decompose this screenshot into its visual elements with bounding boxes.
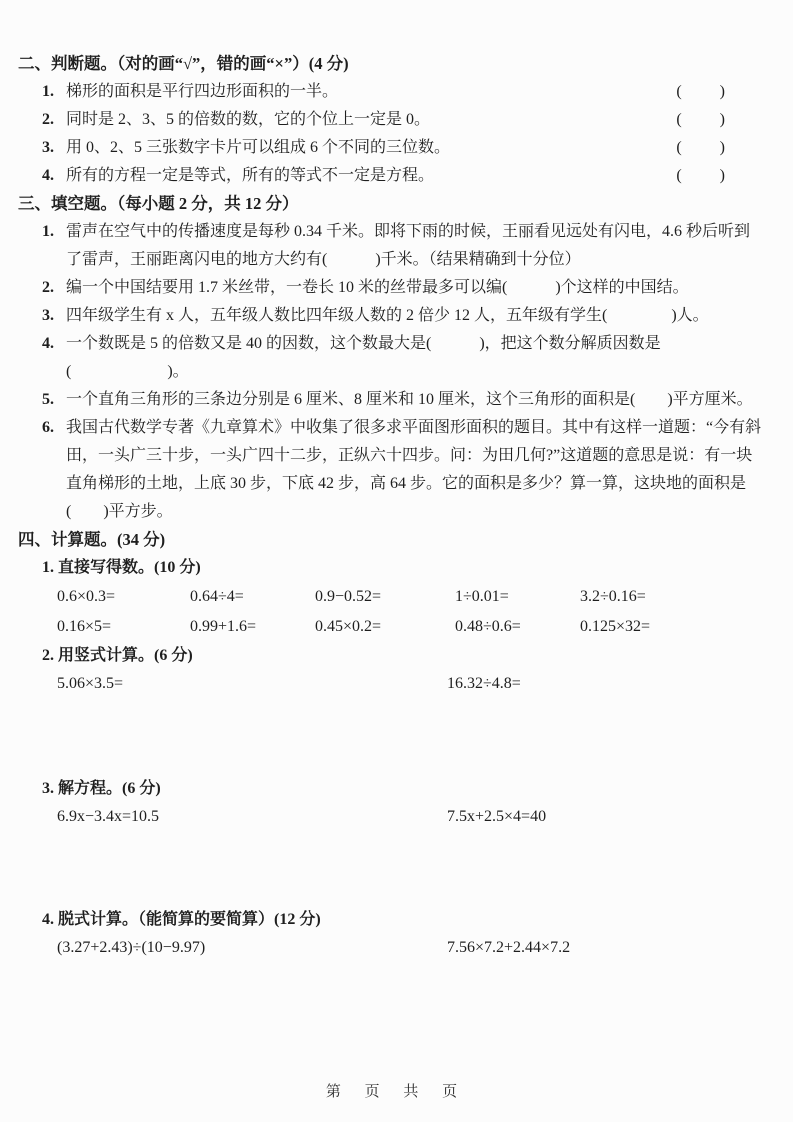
fill-item-1 [42, 218, 763, 274]
mental-expression: 0.64÷4= [190, 588, 244, 605]
fill-item-3 [42, 302, 763, 330]
judge-item-1 [42, 78, 763, 106]
mental-expression: 0.125×32= [580, 618, 651, 635]
equation-right: 7.5x+2.5×4=40 [447, 808, 547, 825]
fill-item-text: 四年级学生有 x 人，五年级人数比四年级人数的 2 倍少 12 人，五年级有学生( )人。 [66, 307, 709, 324]
section-judge [18, 50, 763, 190]
mental-expression: 0.99+1.6= [190, 618, 257, 635]
item-number: 3. [42, 307, 54, 324]
item-number: 6. [42, 419, 54, 436]
mental-expression: 0.9−0.52= [315, 588, 382, 605]
item-number: 1. [42, 223, 54, 240]
stepwise-calc-title: 4. 脱式计算。（能简算的要简算）(12 分) [42, 911, 321, 928]
fill-item-text: 雷声在空气中的传播速度是每秒 0.34 千米。即将下雨的时候，王丽看见远处有闪电，4.6 秒后听到了雷声，王丽距离闪电的地方大约有( )千米。（结果精确到十分位） [66, 223, 751, 268]
stepwise-problems [57, 934, 763, 962]
page-footer: 第 页 共 页 [325, 1084, 468, 1100]
stepwise-expression-left: (3.27+2.43)÷(10−9.97) [57, 939, 206, 956]
fill-item-text: 我国古代数学专著《九章算术》中收集了很多求平面图形面积的题目。其中有这样一道题：“今有斜田，一头广三十步，一头广四十二步，正纵六十四步。问：为田几何?”这道题的意思是说：有一块直角梯形的土地，上底 30 步，下底 42 步，高 64 步。它的面积是多少？算一算，这块地的面积是( )平方步。 [66, 419, 762, 520]
fill-item-text: 一个直角三角形的三条边分别是 6 厘米、8 厘米和 10 厘米，这个三角形的面积是( )平方厘米。 [66, 391, 753, 408]
fill-item-6 [42, 414, 763, 526]
mental-expression: 3.2÷0.16= [580, 588, 646, 605]
answer-bracket: ( ) [676, 139, 727, 156]
fill-section-title: 三、填空题。（每小题 2 分，共 12 分） [18, 194, 299, 213]
item-number: 2. [42, 279, 54, 296]
item-number: 4. [42, 167, 54, 184]
answer-bracket: ( ) [676, 167, 727, 184]
judge-item-text: 所有的方程一定是等式，所有的等式不一定是方程。 [66, 167, 435, 184]
mental-expression: 0.48÷0.6= [455, 618, 521, 635]
mental-expression: 0.45×0.2= [315, 618, 382, 635]
section-compute [18, 526, 763, 962]
judge-item-text: 同时是 2、3、5 的倍数的数，它的个位上一定是 0。 [66, 111, 431, 128]
item-number: 2. [42, 111, 54, 128]
fill-item-5 [42, 386, 763, 414]
item-number: 5. [42, 391, 54, 408]
answer-bracket: ( ) [676, 83, 727, 100]
fill-item-2 [42, 274, 763, 302]
solve-equation-title: 3. 解方程。(6 分) [42, 780, 161, 797]
equation-left: 6.9x−3.4x=10.5 [57, 808, 160, 825]
section-fill [18, 190, 763, 526]
equation-problems [57, 803, 763, 831]
item-number: 3. [42, 139, 54, 156]
fill-item-text: 编一个中国结要用 1.7 米丝带，一卷长 10 米的丝带最多可以编( )个这样的中国结。 [66, 279, 689, 296]
mental-expression: 1÷0.01= [455, 588, 509, 605]
judge-item-text: 梯形的面积是平行四边形面积的一半。 [66, 83, 339, 100]
answer-bracket: ( ) [676, 111, 727, 128]
judge-item-4 [42, 162, 763, 190]
vertical-calc-title: 2. 用竖式计算。(6 分) [42, 647, 193, 664]
mental-expression: 0.16×5= [57, 618, 112, 635]
item-number: 4. [42, 335, 54, 352]
judge-section-title: 二、判断题。（对的画“√”，错的画“×”）(4 分) [18, 54, 349, 73]
fill-item-text: 一个数既是 5 的倍数又是 40 的因数，这个数最大是( )，把这个数分解质因数是( )。 [66, 335, 661, 380]
judge-item-3 [42, 134, 763, 162]
judge-item-text: 用 0、2、5 三张数字卡片可以组成 6 个不同的三位数。 [66, 139, 451, 156]
stepwise-expression-right: 7.56×7.2+2.44×7.2 [447, 939, 571, 956]
judge-item-2 [42, 106, 763, 134]
mental-math-title: 1. 直接写得数。(10 分) [42, 559, 201, 576]
mental-math-grid [57, 582, 763, 642]
vertical-expression-right: 16.32÷4.8= [447, 675, 521, 692]
item-number: 1. [42, 83, 54, 100]
mental-expression: 0.6×0.3= [57, 588, 116, 605]
fill-item-4 [42, 330, 763, 386]
compute-section-title: 四、计算题。(34 分) [18, 530, 166, 549]
vertical-calc-problems [57, 670, 763, 698]
vertical-expression-left: 5.06×3.5= [57, 675, 124, 692]
